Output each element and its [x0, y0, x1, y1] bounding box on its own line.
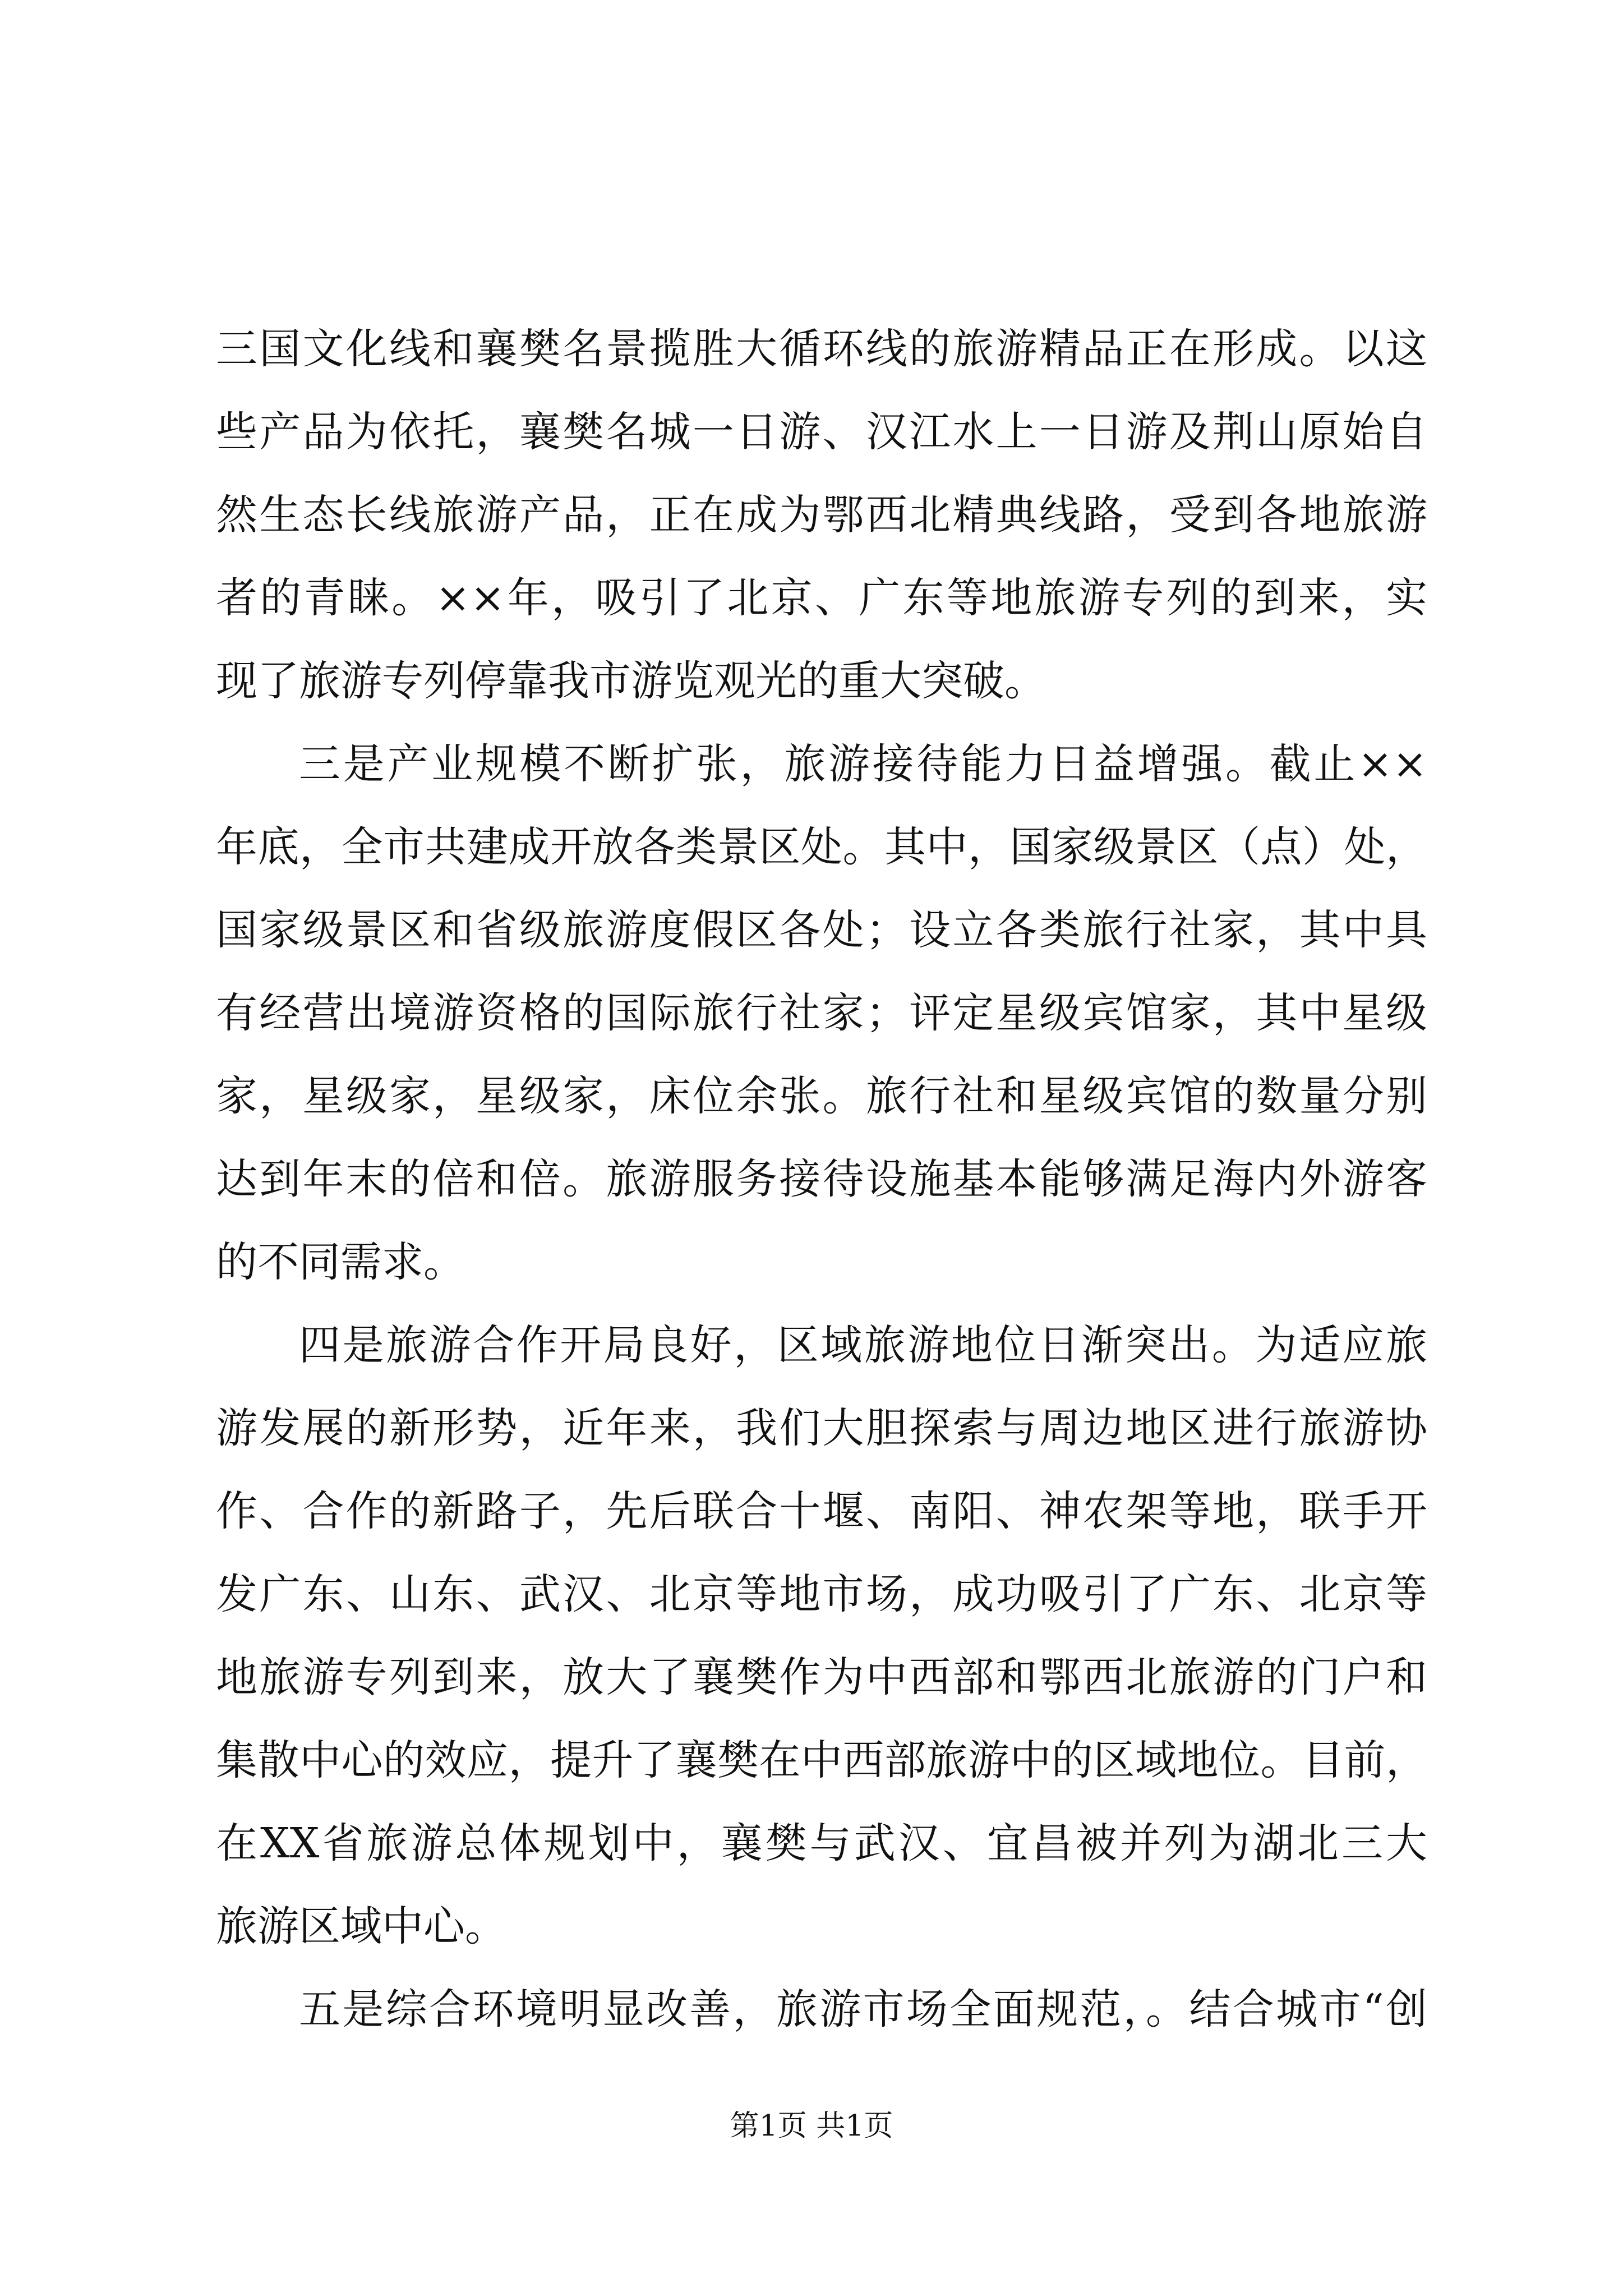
text-line: 达到年末的倍和倍。旅游服务接待设施基本能够满足海内外游客 — [216, 1155, 1427, 1203]
text-line: 的不同需求。 — [216, 1238, 465, 1286]
text-line: 现了旅游专列停靠我市游览观光的重大突破。 — [216, 657, 1046, 705]
text-line: 在XX省旅游总体规划中，襄樊与武汉、宜昌被并列为湖北三大 — [216, 1819, 1427, 1867]
text-line: 者的青睐。××年，吸引了北京、广东等地旅游专列的到来，实 — [216, 574, 1427, 622]
text-line: 家，星级家，星级家，床位余张。旅行社和星级宾馆的数量分别 — [216, 1072, 1427, 1120]
paragraph-first-line: 三是产业规模不断扩张，旅游接待能力日益增强。截止×× — [299, 740, 1427, 788]
text-line: 游发展的新形势，近年来，我们大胆探索与周边地区进行旅游协 — [216, 1404, 1427, 1452]
paragraph-first-line: 五是综合环境明显改善，旅游市场全面规范，。结合城市“创 — [299, 1985, 1427, 2033]
text-line: 集散中心的效应，提升了襄樊在中西部旅游中的区域地位。目前， — [216, 1736, 1427, 1784]
page-footer: 第1页 共1页 — [730, 2109, 893, 2143]
text-line: 作、合作的新路子，先后联合十堰、南阳、神农架等地，联手开 — [216, 1487, 1427, 1535]
text-line: 地旅游专列到来，放大了襄樊作为中西部和鄂西北旅游的门户和 — [216, 1653, 1427, 1701]
text-line: 旅游区域中心。 — [216, 1902, 506, 1950]
text-line: 然生态长线旅游产品，正在成为鄂西北精典线路，受到各地旅游 — [216, 491, 1427, 539]
text-line: 三国文化线和襄樊名景揽胜大循环线的旅游精品正在形成。以这 — [216, 325, 1427, 373]
text-line: 发广东、山东、武汉、北京等地市场，成功吸引了广东、北京等 — [216, 1570, 1427, 1618]
paragraph-first-line: 四是旅游合作开局良好，区域旅游地位日渐突出。为适应旅 — [299, 1321, 1427, 1369]
text-line: 有经营出境游资格的国际旅行社家；评定星级宾馆家，其中星级 — [216, 989, 1427, 1037]
text-line: 年底，全市共建成开放各类景区处。其中，国家级景区（点）处， — [216, 823, 1427, 871]
document-body — [216, 307, 1427, 2051]
text-line: 些产品为依托，襄樊名城一日游、汉江水上一日游及荆山原始自 — [216, 408, 1427, 456]
text-line: 国家级景区和省级旅游度假区各处；设立各类旅行社家，其中具 — [216, 906, 1427, 954]
